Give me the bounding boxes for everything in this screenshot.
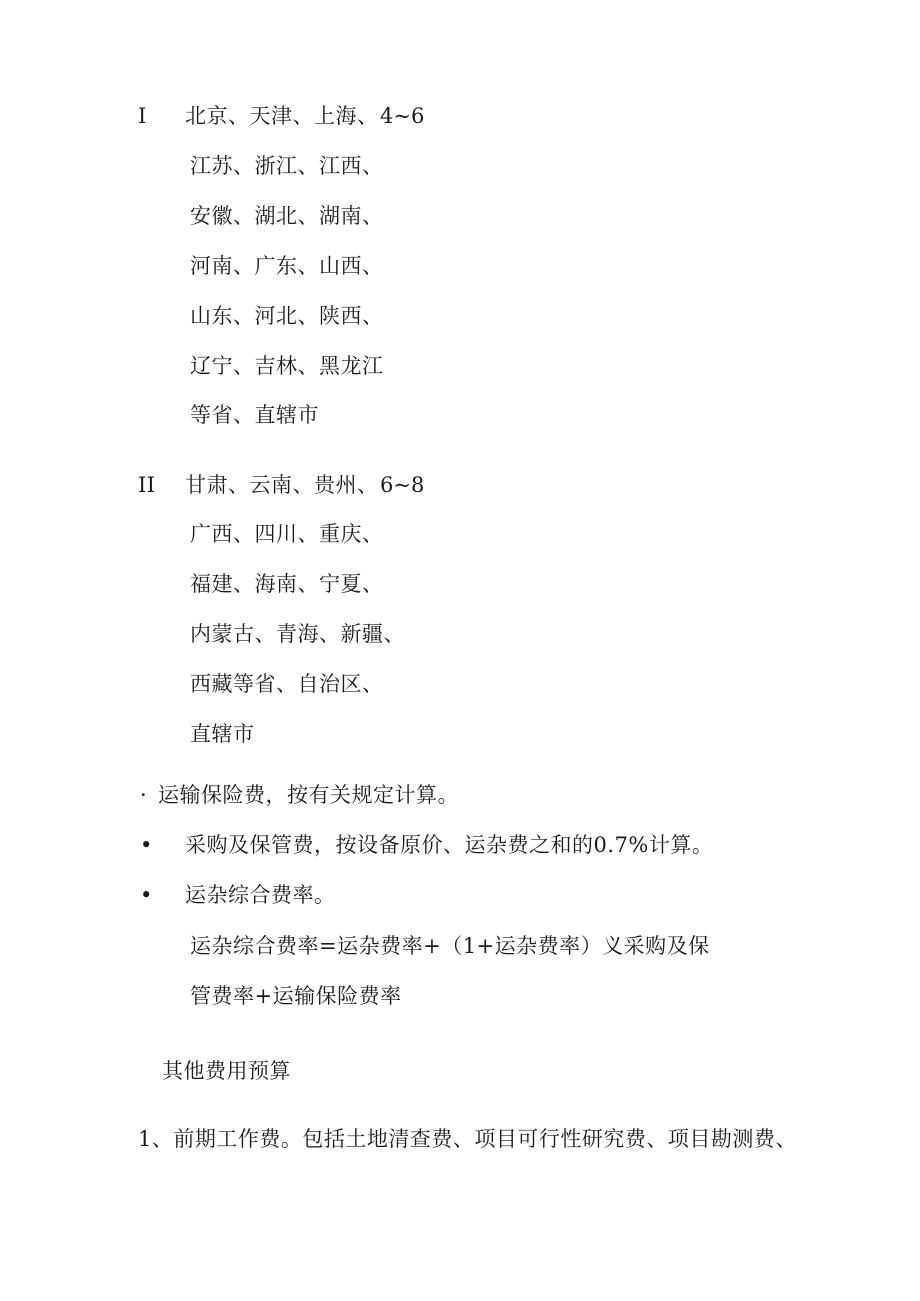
paragraph-text: 1、前期工作费。包括土地清查费、项目可行性研究费、项目勘测费、 — [138, 1127, 797, 1151]
zone-numeral: I — [138, 104, 147, 128]
formula-line: 运杂综合费率=运杂费率+（1+运杂费率）义采购及保 — [190, 934, 710, 958]
bullet-mark: • — [140, 883, 153, 907]
zone-rate-value: 6~8 — [380, 473, 425, 497]
bullet-text: 运杂综合费率。 — [185, 883, 336, 907]
section-title: 其他费用预算 — [162, 1059, 291, 1083]
zone-regions-line: 辽宁、吉林、黑龙江 — [190, 354, 384, 378]
zone-regions-line: 西藏等省、自治区、 — [190, 672, 384, 696]
zone-regions-line: 等省、直辖市 — [190, 403, 319, 427]
zone-regions-line: 福建、海南、宁夏、 — [190, 572, 384, 596]
zone-regions-line: 江苏、浙江、江西、 — [190, 154, 384, 178]
zone-regions-line: 安徽、湖北、湖南、 — [190, 204, 384, 228]
formula-line: 管费率+运输保险费率 — [190, 984, 402, 1008]
zone-regions-line: 直辖市 — [190, 722, 255, 746]
bullet-mark: • — [140, 833, 153, 857]
zone-regions-line: 山东、河北、陕西、 — [190, 304, 384, 328]
zone-regions-first-line: 甘肃、云南、贵州、 — [185, 473, 379, 497]
zone-regions-first-line: 北京、天津、上海、 — [185, 104, 379, 128]
zone-regions-line: 河南、广东、山西、 — [190, 254, 384, 278]
zone-regions-line: 广西、四川、重庆、 — [190, 522, 384, 546]
bullet-text: 运输保险费，按有关规定计算。 — [158, 783, 459, 807]
bullet-mark: · — [140, 783, 148, 807]
zone-numeral: II — [138, 473, 156, 497]
bullet-text: 采购及保管费，按设备原价、运杂费之和的0.7%计算。 — [185, 833, 714, 857]
zone-regions-line: 内蒙古、青海、新疆、 — [190, 622, 405, 646]
zone-rate-value: 4~6 — [380, 104, 425, 128]
